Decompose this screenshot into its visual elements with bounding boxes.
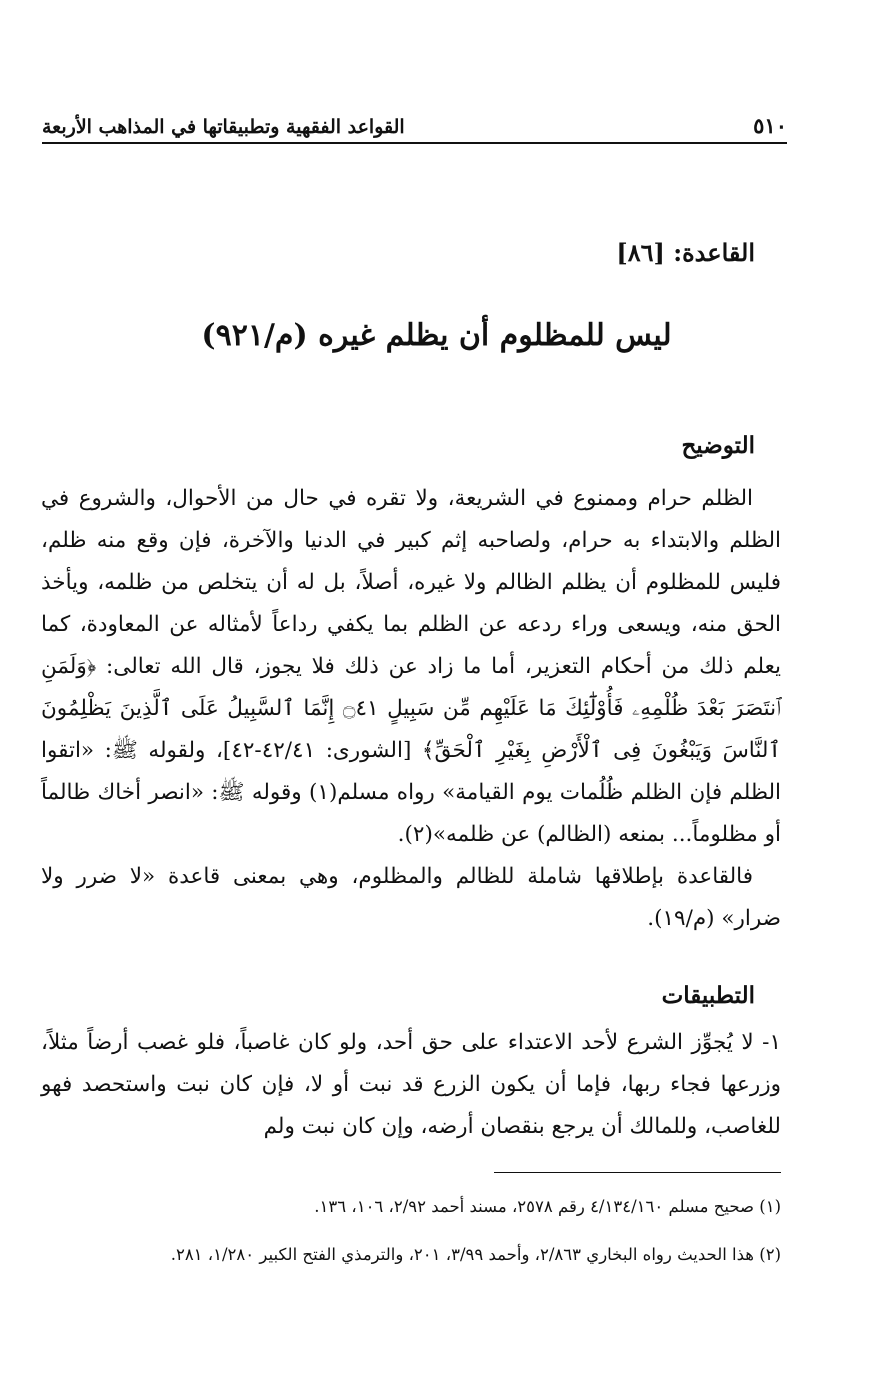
applications-heading: التطبيقات	[661, 982, 755, 1009]
rule-label: القاعدة: [٨٦]	[616, 238, 755, 267]
applications-body	[41, 1022, 781, 1148]
page-header	[42, 108, 787, 144]
footnote-2: (٢) هذا الحديث رواه البخاري ٢/٨٦٣، وأحمد ٣/٩٩، ٢٠١، والترمذي الفتح الكبير ١/٢٨٠، ٢٨١.	[170, 1245, 781, 1264]
page-number: ٥١٠	[753, 113, 787, 138]
explanation-paragraph: الظلم حرام وممنوع في الشريعة، ولا تقره في حال من الأحوال، والشروع في الظلم والابتداء به حرام، ولصاحبه إثم كبير في الدنيا والآخرة، فإن وقع منه ظلم، فليس للمظلوم أن يظلم الظالم ولا غيره، أصلاً، بل له أن يتخلص من ظلمه، ويأخذ الحق منه، ويسعى وراء ردعه عن الظلم بما يكفي رداعاً لأمثاله عن المعاودة، كما يعلم ذلك من أحكام التعزير، أما ما زاد عن ذلك فلا يجوز، قال الله تعالى: ﴿وَلَمَنِ ٱنتَصَرَ بَعْدَ ظُلْمِهِۦ فَأُوْلَٰٓئِكَ مَا عَلَيْهِم مِّن سَبِيلٍ ۝٤١ إِنَّمَا ٱلسَّبِيلُ عَلَى ٱلَّذِينَ يَظْلِمُونَ ٱلنَّاسَ وَيَبْغُونَ فِى ٱلْأَرْضِ بِغَيْرِ ٱلْحَقِّ﴾ [الشورى: ٤٢/٤١-٤٢]، ولقوله ﷺ: «اتقوا الظلم فإن الظلم ظُلُمات يوم القيامة» رواه مسلم(١) وقوله ﷺ: «انصر أخاك ظالماً أو مظلوماً... بمنعه (الظالم) عن ظلمه»(٢).	[41, 486, 782, 847]
application-item: ١- لا يُجوِّز الشرع لأحد الاعتداء على حق أحد، ولو كان غاصباً، فلو غصب أرضاً مثلاً، وزرعها فجاء ربها، فإما أن يكون الزرع قد نبت أو لا، فإن كان نبت واستحصد فهو للغاصب، وللمالك أن يرجع بنقصان أرضه، وإن كان نبت ولم	[41, 1030, 781, 1139]
explanation-heading: التوضيح	[681, 432, 755, 459]
running-title: القواعد الفقهية وتطبيقاتها في المذاهب الأربعة	[42, 116, 405, 138]
rule-title: ليس للمظلوم أن يظلم غيره (م/٩٢١)	[201, 318, 672, 353]
explanation-paragraph: فالقاعدة بإطلاقها شاملة للظالم والمظلوم، وهي بمعنى قاعدة «لا ضرر ولا ضرار» (م/١٩).	[41, 864, 781, 931]
footnote-divider	[494, 1172, 781, 1173]
footnote-1: (١) صحيح مسلم ٤/١٣٤/١٦٠ رقم ٢٥٧٨، مسند أحمد ٢/٩٢، ١٠٦، ١٣٦.	[314, 1197, 781, 1216]
explanation-body	[41, 478, 781, 940]
